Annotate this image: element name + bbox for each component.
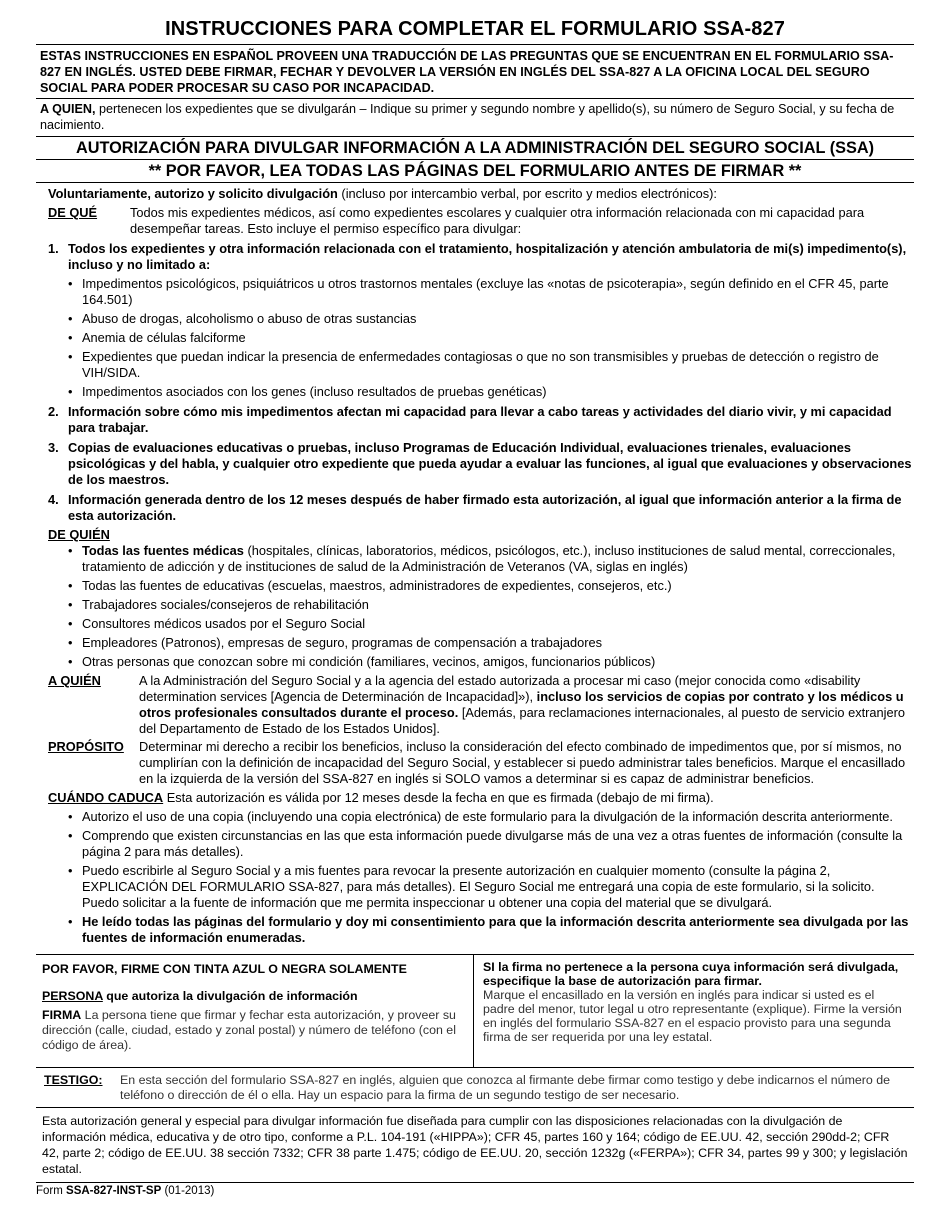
authorization-title: AUTORIZACIÓN PARA DIVULGAR INFORMACIÓN A LA ADMINISTRACIÓN DEL SEGURO SOCIAL (SSA) [75, 139, 875, 157]
list-item: • Autorizo el uso de una copia (incluyendo una copia electrónica) de este formulario para la divulgación de la información descrita anteriormente. [68, 809, 893, 824]
list-item: • Trabajadores sociales/consejeros de rehabilitación [68, 597, 369, 612]
list-item: • Abuso de drogas, alcoholismo o abuso de otras sustancias [68, 311, 417, 326]
voluntary-statement: Voluntariamente, autorizo y solicito divulgación (incluso por intercambio verbal, por escrito y medios electrónicos): [48, 186, 717, 201]
list-item: • Otras personas que conozcan sobre mi condición (familiares, vecinos, amigos, funcionarios públicos) [68, 654, 656, 669]
signature-section [36, 954, 914, 1067]
list-item: • Puedo escribirle al Seguro Social y a mis fuentes para revocar la presente autorización en cualquier momento (consulte la página 2, EXPLICACIÓN DEL FORMULARIO SSA-827, para más detalles). El Seguro Social me entregará una copia de este formulario, si la solicito. Puedo solicitar a la fuente de información que me permita inspeccionar u obtener una copia del material que se divulgará. [68, 863, 875, 910]
intro-notice: ESTAS INSTRUCCIONES EN ESPAÑOL PROVEEN UNA TRADUCCIÓN DE LAS PREGUNTAS QUE SE ENCUENTRAN EN EL FORMULARIO SSA-827 EN INGLÉS. USTED DEBE FIRMAR, FECHAR Y DEVOLVER LA VERSIÓN EN INGLÉS DEL SSA-827 A LA OFICINA LOCAL DEL SEGURO SOCIAL PARA PODER PROCESAR SU CASO POR INCAPACIDAD. [40, 49, 894, 95]
signature-left-panel: POR FAVOR, FIRME CON TINTA AZUL O NEGRA SOLAMENTE PERSONA que autoriza la divulgación de información FIRMA La persona tiene que firmar y fechar esta autorización, y proveer su dirección (calle, ciudad, estado y zonal postal) y número de teléfono (con el código de área). [36, 955, 474, 1067]
de-que-section [48, 205, 914, 237]
list-item: 1. Todos los expedientes y otra información relacionada con el tratamiento, hospitalización y atención ambulatoria de mi(s) impedimento(s), incluso y no limitado a: [48, 241, 907, 272]
form-footer: Form SSA-827-INST-SP (01-2013) [36, 1182, 914, 1197]
page-title: INSTRUCCIONES PARA COMPLETAR EL FORMULARIO SSA-827 [165, 18, 785, 40]
witness-section: TESTIGO: En esta sección del formulario SSA-827 en inglés, alguien que conozca al firmante debe firmar como testigo y debe indicarnos el número de teléfono o dirección de él o ella. Hay un espacio para la firma de un segundo testigo de ser necesario. [36, 1067, 914, 1107]
list-item: • Comprendo que existen circunstancias en las que esta información puede divulgarse más de una vez a otras fuentes de información (consulte la página 2 para más detalles). [68, 828, 903, 859]
signature-right-panel: SI la firma no pertenece a la persona cuya información será divulgada, especifique la base de autorización para firmar. Marque el encasillado en la versión en inglés para indicar si usted es el padre del menor, tutor legal u otro representante (explique). Firme la versión en inglés del formulario SSA-827 en el espacio provisto para una segunda firma de ser requerida por una ley estatal. [483, 960, 902, 1044]
list-item: 2. Información sobre cómo mis impedimentos afectan mi capacidad para llevar a cabo tareas y actividades del diario vivir, y mi capacidad para trabajar. [48, 404, 892, 435]
list-item: • Anemia de células falciforme [68, 330, 246, 345]
de-que-text: Todos mis expedientes médicos, así como expedientes escolares y cualquier otra información relacionada con mi capacidad para desempeñar tareas. Esto incluye el permiso específico para divulgar: [130, 205, 865, 236]
read-all-notice: ** POR FAVOR, LEA TODAS LAS PÁGINAS DEL FORMULARIO ANTES DE FIRMAR ** [148, 162, 802, 180]
de-que-label: DE QUÉ [48, 205, 98, 220]
cuando-caduca-section: CUÁNDO CADUCA Esta autorización es válida por 12 meses desde la fecha en que es firmada (debajo de mi firma). [48, 790, 714, 805]
authorization-body [36, 186, 914, 946]
list-item: • Impedimentos asociados con los genes (incluso resultados de pruebas genéticas) [68, 384, 547, 399]
de-quien-label: DE QUIÉN [48, 527, 110, 542]
list-item: • Todas las fuentes médicas (hospitales, clínicas, laboratorios, médicos, psicólogos, etc.), incluso instituciones de salud mental, correccionales, tratamiento de adicción y de instituciones de salud de la Administración de Veteranos (VA, siglas en inglés) [68, 543, 896, 574]
a-quien-label: A QUIÉN [48, 673, 101, 688]
proposito-label: PROPÓSITO [48, 739, 124, 754]
list-item: • Impedimentos psicológicos, psiquiátricos u otros trastornos mentales (excluye las «notas de psicoterapia», según definido en el CFR 45, parte 164.501) [68, 276, 889, 307]
proposito-section: PROPÓSITO Determinar mi derecho a recibir los beneficios, incluso la consideración del efecto combinado de impedimentos que, por sí mismos, no cumplirían con la definición de incapacidad del Seguro Social, y establecer si puedo administrar tales beneficios. Marque el encasillado en la izquierda de la versión del SSA-827 en inglés si SOLO vamos a determinar si es capaz de administrar beneficios. [48, 739, 906, 786]
witness-label: TESTIGO: [44, 1073, 103, 1087]
list-item: • Todas las fuentes de educativas (escuelas, maestros, administradores de expedientes, consejeros, etc.) [68, 578, 672, 593]
list-item: • Expedientes que puedan indicar la presencia de enfermedades contagiosas o que no son transmisibles y pruebas de detección o registro de VIH/SIDA. [68, 349, 879, 380]
list-item: • He leído todas las páginas del formulario y doy mi consentimiento para que la información descrita anteriormente sea divulgada por las fuentes de información enumeradas. [68, 914, 909, 945]
legal-notice: Esta autorización general y especial para divulgar información fue diseñada para cumplir con las disposiciones relacionadas con la divulgación de información médica, educativa y de otro tipo, conforme a P.L. 104-191 («HIPPA»); CFR 45, partes 160 y 164; código de EE.UU. 42, sección 290dd-2; CFR 42, parte 2; código de EE.UU. 38 sección 7332; CFR 38 parte 1.475; código de EE.UU. 20, sección 1232g («FERPA»); CFR 34, partes 99 y 300; y legislación estatal. [36, 1107, 914, 1182]
cuando-caduca-label: CUÁNDO CADUCA [48, 790, 164, 805]
a-quien-section: A QUIÉN A la Administración del Seguro Social y a la agencia del estado autorizada a procesar mi caso (mejor conocida como «disability determination services [Agencia de Determinación de Incapacidad]»), incluso los servicios de copias por contrato y los médicos u otros profesionales consultados durante el proceso. [Además, para reclamaciones internacionales, al puesto de servicio extranjero del Departamento de Estado de los Estados Unidos]. [48, 673, 905, 736]
list-item: 4. Información generada dentro de los 12 meses después de haber firmado esta autorización, al igual que información anterior a la firma de esta autorización. [48, 492, 902, 523]
list-item: 3. Copias de evaluaciones educativas o pruebas, incluso Programas de Educación Individual, evaluaciones trienales, evaluaciones psicológicas y del habla, y cualquier otro expediente que pueda ayudar a evaluar las funciones, al igual que evaluaciones y observaciones de los maestros. [48, 440, 912, 487]
a-quien-header: A QUIEN, pertenecen los expedientes que se divulgarán – Indique su primer y segundo nombre y apellido(s), su número de Seguro Social, y su fecha de nacimiento. [40, 102, 895, 132]
list-item: • Consultores médicos usados por el Seguro Social [68, 616, 366, 631]
list-item: • Empleadores (Patronos), empresas de seguro, programas de compensación a trabajadores [68, 635, 602, 650]
